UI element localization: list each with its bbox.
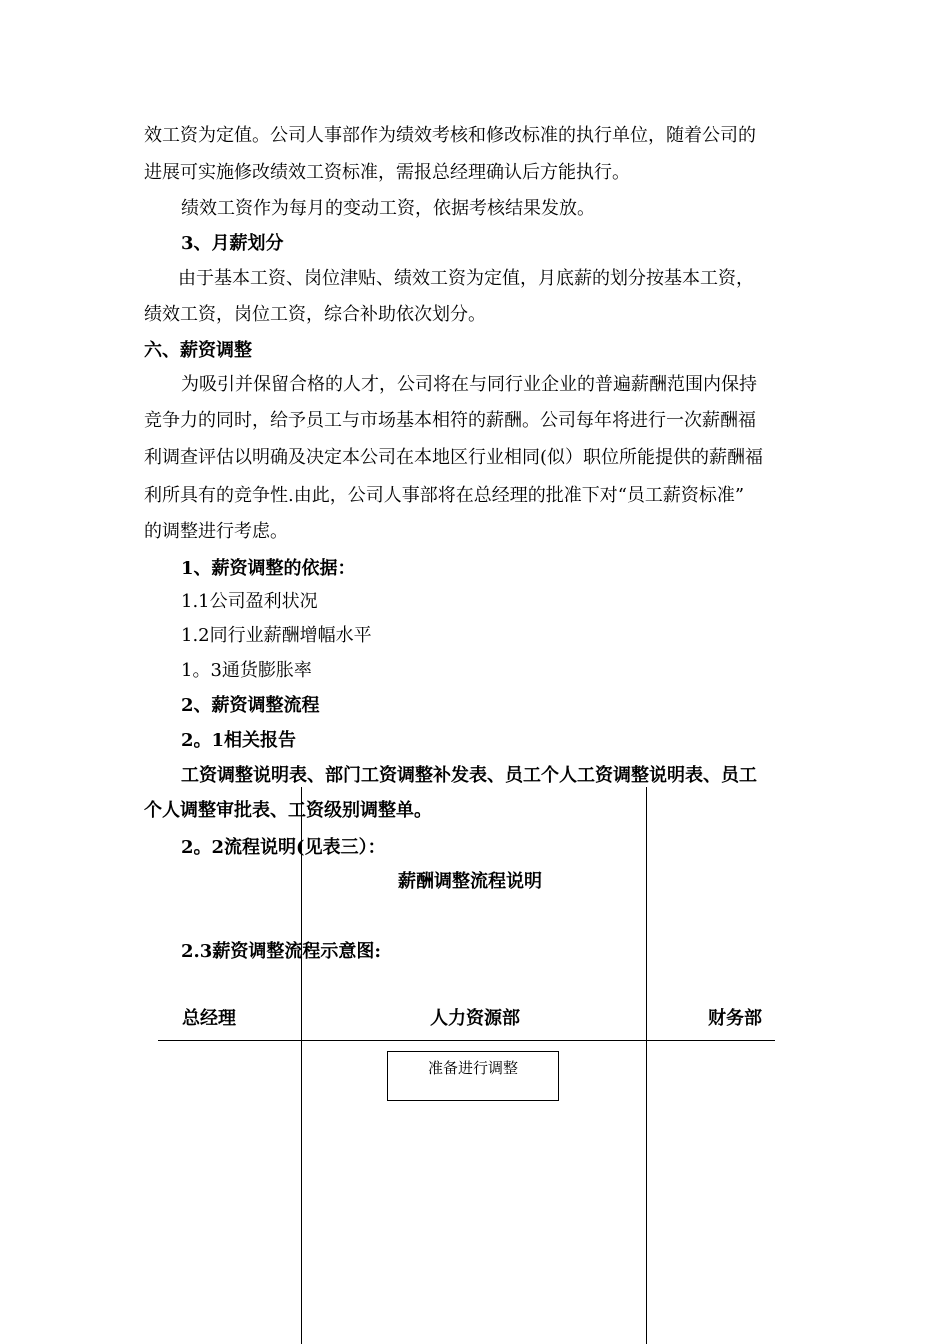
paragraph-line: 由于基本工资、岗位津贴、绩效工资为定值，月底薪的划分按基本工资， <box>178 268 754 289</box>
paragraph-line: 竞争力的同时，给予员工与市场基本相符的薪酬。公司每年将进行一次薪酬福 <box>144 410 756 431</box>
paragraph-line: 利调查评估以明确及决定本公司在本地区行业相同(似）职位所能提供的薪酬福 <box>144 447 764 468</box>
flow-step-prepare-adjustment: 准备进行调整 <box>387 1051 559 1101</box>
lane-header-rule <box>158 1040 775 1041</box>
lane-divider-left <box>301 787 302 1344</box>
paragraph-line: 效工资为定值。公司人事部作为绩效考核和修改标准的执行单位，随着公司的 <box>144 125 756 146</box>
section-heading: 3、月薪划分 <box>181 233 284 254</box>
paragraph-line: 进展可实施修改绩效工资标准，需报总经理确认后方能执行。 <box>144 162 630 183</box>
chapter-heading: 六、薪资调整 <box>144 340 252 361</box>
lane-header-hr: 人力资源部 <box>430 1008 520 1029</box>
list-item: 1.1公司盈利状况 <box>181 591 318 612</box>
lane-header-finance: 财务部 <box>708 1008 762 1029</box>
subsection-heading: 2。2流程说明(见表三）： <box>181 837 386 858</box>
paragraph-line: 工资调整说明表、部门工资调整补发表、员工个人工资调整说明表、员工 <box>181 765 757 786</box>
list-item: 1。3通货膨胀率 <box>181 660 312 681</box>
section-heading: 2、薪资调整流程 <box>181 695 320 716</box>
paragraph-line: 个人调整审批表、工资级别调整单。 <box>144 800 432 821</box>
paragraph-line: 的调整进行考虑。 <box>144 521 288 542</box>
list-item: 1.2同行业薪酬增幅水平 <box>181 625 372 646</box>
paragraph-line: 绩效工资，岗位工资，综合补助依次划分。 <box>144 304 486 325</box>
table-title: 薪酬调整流程说明 <box>398 871 542 892</box>
section-heading: 1、薪资调整的依据： <box>181 558 356 579</box>
subsection-heading: 2。1相关报告 <box>181 730 297 751</box>
paragraph-line: 绩效工资作为每月的变动工资，依据考核结果发放。 <box>181 198 595 219</box>
lane-header-general-manager: 总经理 <box>182 1008 236 1029</box>
subsection-heading: 2.3薪资调整流程示意图: <box>181 941 381 962</box>
lane-divider-right <box>646 787 647 1344</box>
paragraph-line: 为吸引并保留合格的人才，公司将在与同行业企业的普遍薪酬范围内保持 <box>181 374 757 395</box>
paragraph-line: 利所具有的竞争性.由此，公司人事部将在总经理的批准下对“员工薪资标准” <box>144 485 745 506</box>
